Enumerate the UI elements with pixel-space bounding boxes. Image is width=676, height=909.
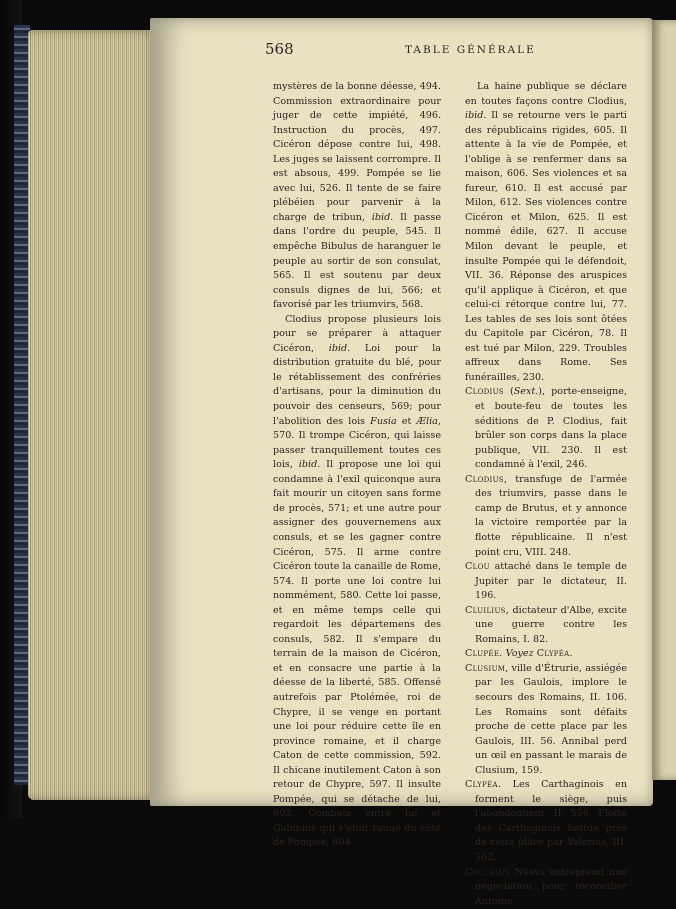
index-entry-clodius-sext: Clodius (Sext.), porte-enseigne, et boute-feu de toutes les séditions de P. Clodius, fait brûler son corps dans la place publique, VII. 230. Il est condamné à l'exil, 246. bbox=[465, 386, 628, 471]
book-page-edges bbox=[28, 30, 158, 800]
left-paragraph-2: Clodius propose plusieurs lois pour se préparer à attaquer Cicéron, ibid. Loi pour la distribution gratuite du blé, pour le rétablissement des confréries d'artisans, pour la diminution du pouvoir des censeurs, 569; pour l'abolition des lois Fusia et Ælia, 570. Il trompe Cicéron, qui laisse passer tranquillement toutes ces lois, ibid. Il propose une loi qui condamne à l'exil quiconque aura fait mourir un citoyen sans forme de procès, 571; et une autre pour assigner des gouvernemens aux consuls, et se les gagner contre Cicéron, 575. Il arme contre Cicéron toute la canaille de Rome, 574. Il porte une loi contre lui nommément, 580. Cette loi passe, et en même temps celle qui regardoit les départemens des consuls, 582. Il s'empare du terrain de la maison de Cicéron, et en consacre une partie à la déesse de la liberté, 585. Offensé autrefois par Ptolémée, roi de Chypre, il se venge en portant une loi pour réduire cette île en province romaine, et il charge Caton de cette commission, 592. Il chicane inutilement Caton à son retour de Chypre, 597. Il insulte Pompée, qui se détache de lui, 603. Combats entre lui et Gabinius qui s'étoit rangé du côté de Pompée, 604. bbox=[273, 313, 441, 849]
index-entry-cluilius: Cluilius, dictateur d'Albe, excite une guerre contre les Romains, I. 82. bbox=[465, 604, 627, 645]
page-number: 568 bbox=[265, 40, 294, 58]
index-entry-clodius-transfuge: Clodius, transfuge de l'armée des triumvirs, passe dans le camp de Brutus, et y annonce la victoire remportée par la flotte républicaine. Il n'est point cru, VIII. 248. bbox=[465, 473, 627, 558]
running-title: TABLE GÉNÉRALE bbox=[405, 44, 536, 56]
right-column bbox=[465, 80, 627, 909]
page-header bbox=[265, 40, 645, 60]
left-paragraph-1: mystères de la bonne déesse, 494. Commission extraordinaire pour juger de cette impiété, 496. Instruction du procès, 497. Cicéron dépose contre lui, 498. Les juges se laissent corrompre. Il est absous, 499. Pompée se lie avec lui, 526. Il tente de se faire plébéien pour parvenir à la charge de tribun, ibid. Il passe dans l'ordre du peuple, 545. Il empêche Bibulus de haranguer le peuple au sortir de son consulat, 565. Il est soutenu par deux consuls dignes de lui, 566; et favorisé par les triumvirs, 568. bbox=[273, 81, 441, 311]
right-paragraph-1: La haine publique se déclare en toutes façons contre Clodius, ibid. Il se retourne vers le parti des républicains rigides, 605. Il attente à la vie de Pompée, et l'oblige à se renfermer dans sa maison, 606. Ses violences et sa fureur, 610. Il est accusé par Milon, 612. Ses violences contre Cicéron et Milon, 625. Il est nommé édile, 627. Il accuse Milon devant le peuple, et insulte Pompée qui le défendoit, VII. 36. Réponse des aruspices qu'il applique à Cicéron, et que celui-ci rétorque contre lui, 77. Les tables de ses lois sont ôtées du Capitole par Cicéron, 78. Il est tué par Milon, 229. Troubles affreux dans Rome. Ses funérailles, 230. bbox=[465, 81, 627, 383]
facing-page-edge bbox=[652, 20, 676, 780]
index-entry-clusium: Clusium, ville d'Étrurie, assiégée par les Gaulois, implore le secours des Romains, II. 106. Les Romains sont défaits proche de cette place par les Gaulois, III. 56. Annibal perd un œil en passant le marais de Clusium, 159. bbox=[465, 662, 627, 776]
index-entry-cocceius-nerva: Cocceius Nerva entreprend une négociation pour réconcilier Antoine bbox=[465, 866, 627, 907]
left-column bbox=[273, 80, 441, 851]
index-entry-clypea: Clypéa. Les Carthaginois en forment le siège, puis l'abandonnent, II. 556. Flotte des Carthaginois battue près de cette place par Valérius, III. 562. bbox=[465, 779, 627, 863]
index-entry-clou: Clou attaché dans le temple de Jupiter par le dictateur, II. 196. bbox=[465, 561, 627, 602]
index-entry-clupee: Clupée. Voyez Clypéa. bbox=[465, 648, 573, 660]
